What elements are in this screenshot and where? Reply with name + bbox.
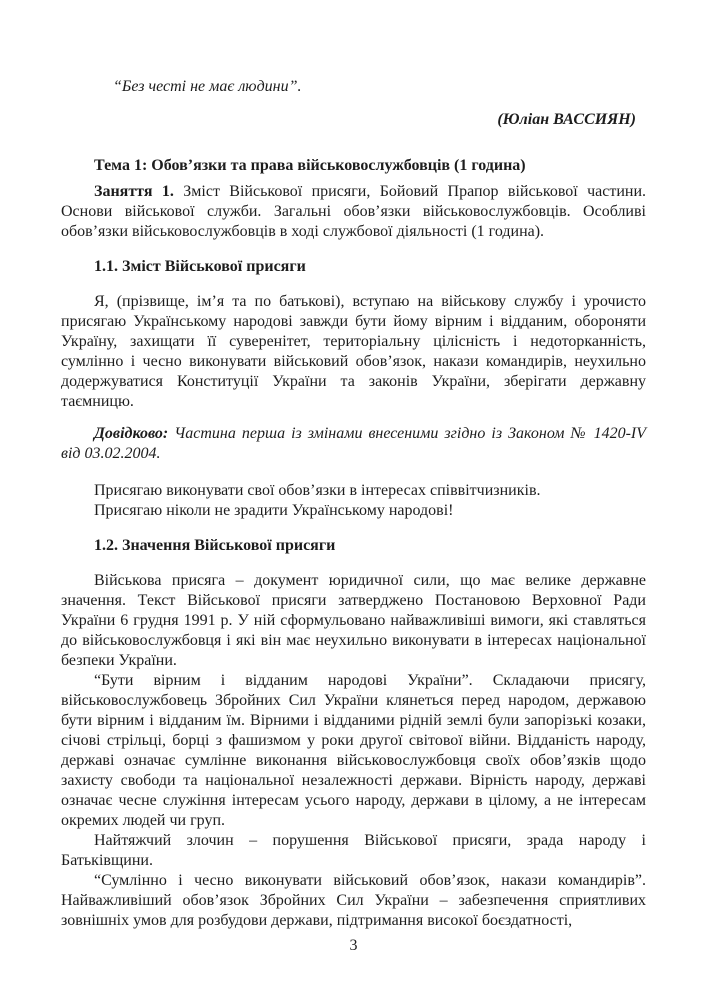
topic-heading: Тема 1: Обов’язки та права військовослужбовців (1 година) bbox=[94, 157, 526, 174]
lesson-intro-paragraph bbox=[61, 182, 646, 242]
reference-note bbox=[61, 424, 646, 464]
significance-paragraph-3: Найтяжчий злочин – порушення Військової присяги, зрада народу і Батьківщини. bbox=[61, 832, 646, 869]
reference-note-lead: Довідково: bbox=[94, 425, 169, 442]
epigraph-attribution: (Юліан ВАССИЯН) bbox=[497, 111, 636, 128]
significance-paragraph-1: Військова присяга – документ юридичної сили, що має велике державне значення. Текст Військової присяги затверджено Постановою Верховної Ради України 6 грудня 1991 р. У ній сформульовано найважливіші вимоги, які ставляться до військовослужбовця і які він має неухильно виконувати в інтересах національної безпеки України. bbox=[61, 572, 646, 669]
oath-paragraph: Я, (прізвище, ім’я та по батькові), вступаю на військову службу і урочисто присягаю Українському народові завжди бути йому вірним і відданим, обороняти Україну, захищати її суверенітет, територіальну цілісність і недоторканність, сумлінно і чесно виконувати військовий обов’язок, накази командирів, неухильно додержуватися Конституції України та законів України, зберігати державну таємницю. bbox=[61, 293, 646, 410]
section-1-1-heading: 1.1. Зміст Військової присяги bbox=[94, 258, 306, 275]
lesson-intro-text: Зміст Військової присяги, Бойовий Прапор військової частини. Основи військової служби. Загальні обов’язки військовослужбовців. Особливі обов’язки військовослужбовців в ході службової діяльності (1 година). bbox=[61, 183, 647, 240]
section-1-2-heading: 1.2. Значення Військової присяги bbox=[94, 537, 336, 554]
epigraph-quote: “Без честі не має людини”. bbox=[113, 78, 302, 95]
reference-note-text: Частина перша із змінами внесеними згідно із Законом № 1420-IV від 03.02.2004. bbox=[61, 425, 646, 462]
page-number: 3 bbox=[349, 937, 358, 954]
oath-line-1: Присягаю виконувати свої обов’язки в інтересах співвітчизників. bbox=[94, 482, 541, 499]
oath-line-2: Присягаю ніколи не зрадити Українському народові! bbox=[94, 502, 454, 519]
significance-paragraph-2: “Бути вірним і відданим народові України”. Складаючи присягу, військовослужбовець Збройних Сил України клянеться перед народом, державою бути вірним і відданим їм. Вірними і відданими рідній землі були запорізькі козаки, січові стрільці, борці з фашизмом у роки другої світової війни. Відданість народу, державі означає сумлінне виконання військовослужбовця своїх обов’язків щодо захисту свободи та національної незалежності держави. Вірність народу, державі означає чесне служіння інтересам усього народу, держави в цілому, а не інтересам окремих людей чи груп. bbox=[61, 672, 646, 829]
lesson-intro-lead: Заняття 1. bbox=[94, 183, 174, 200]
significance-paragraph-4: “Сумлінно і чесно виконувати військовий обов’язок, накази командирів”. Найважливіший обов’язок Збройних Сил України – забезпечення сприятливих зовнішніх умов для розбудови держави, підтримання високої боєздатності, bbox=[61, 872, 646, 929]
